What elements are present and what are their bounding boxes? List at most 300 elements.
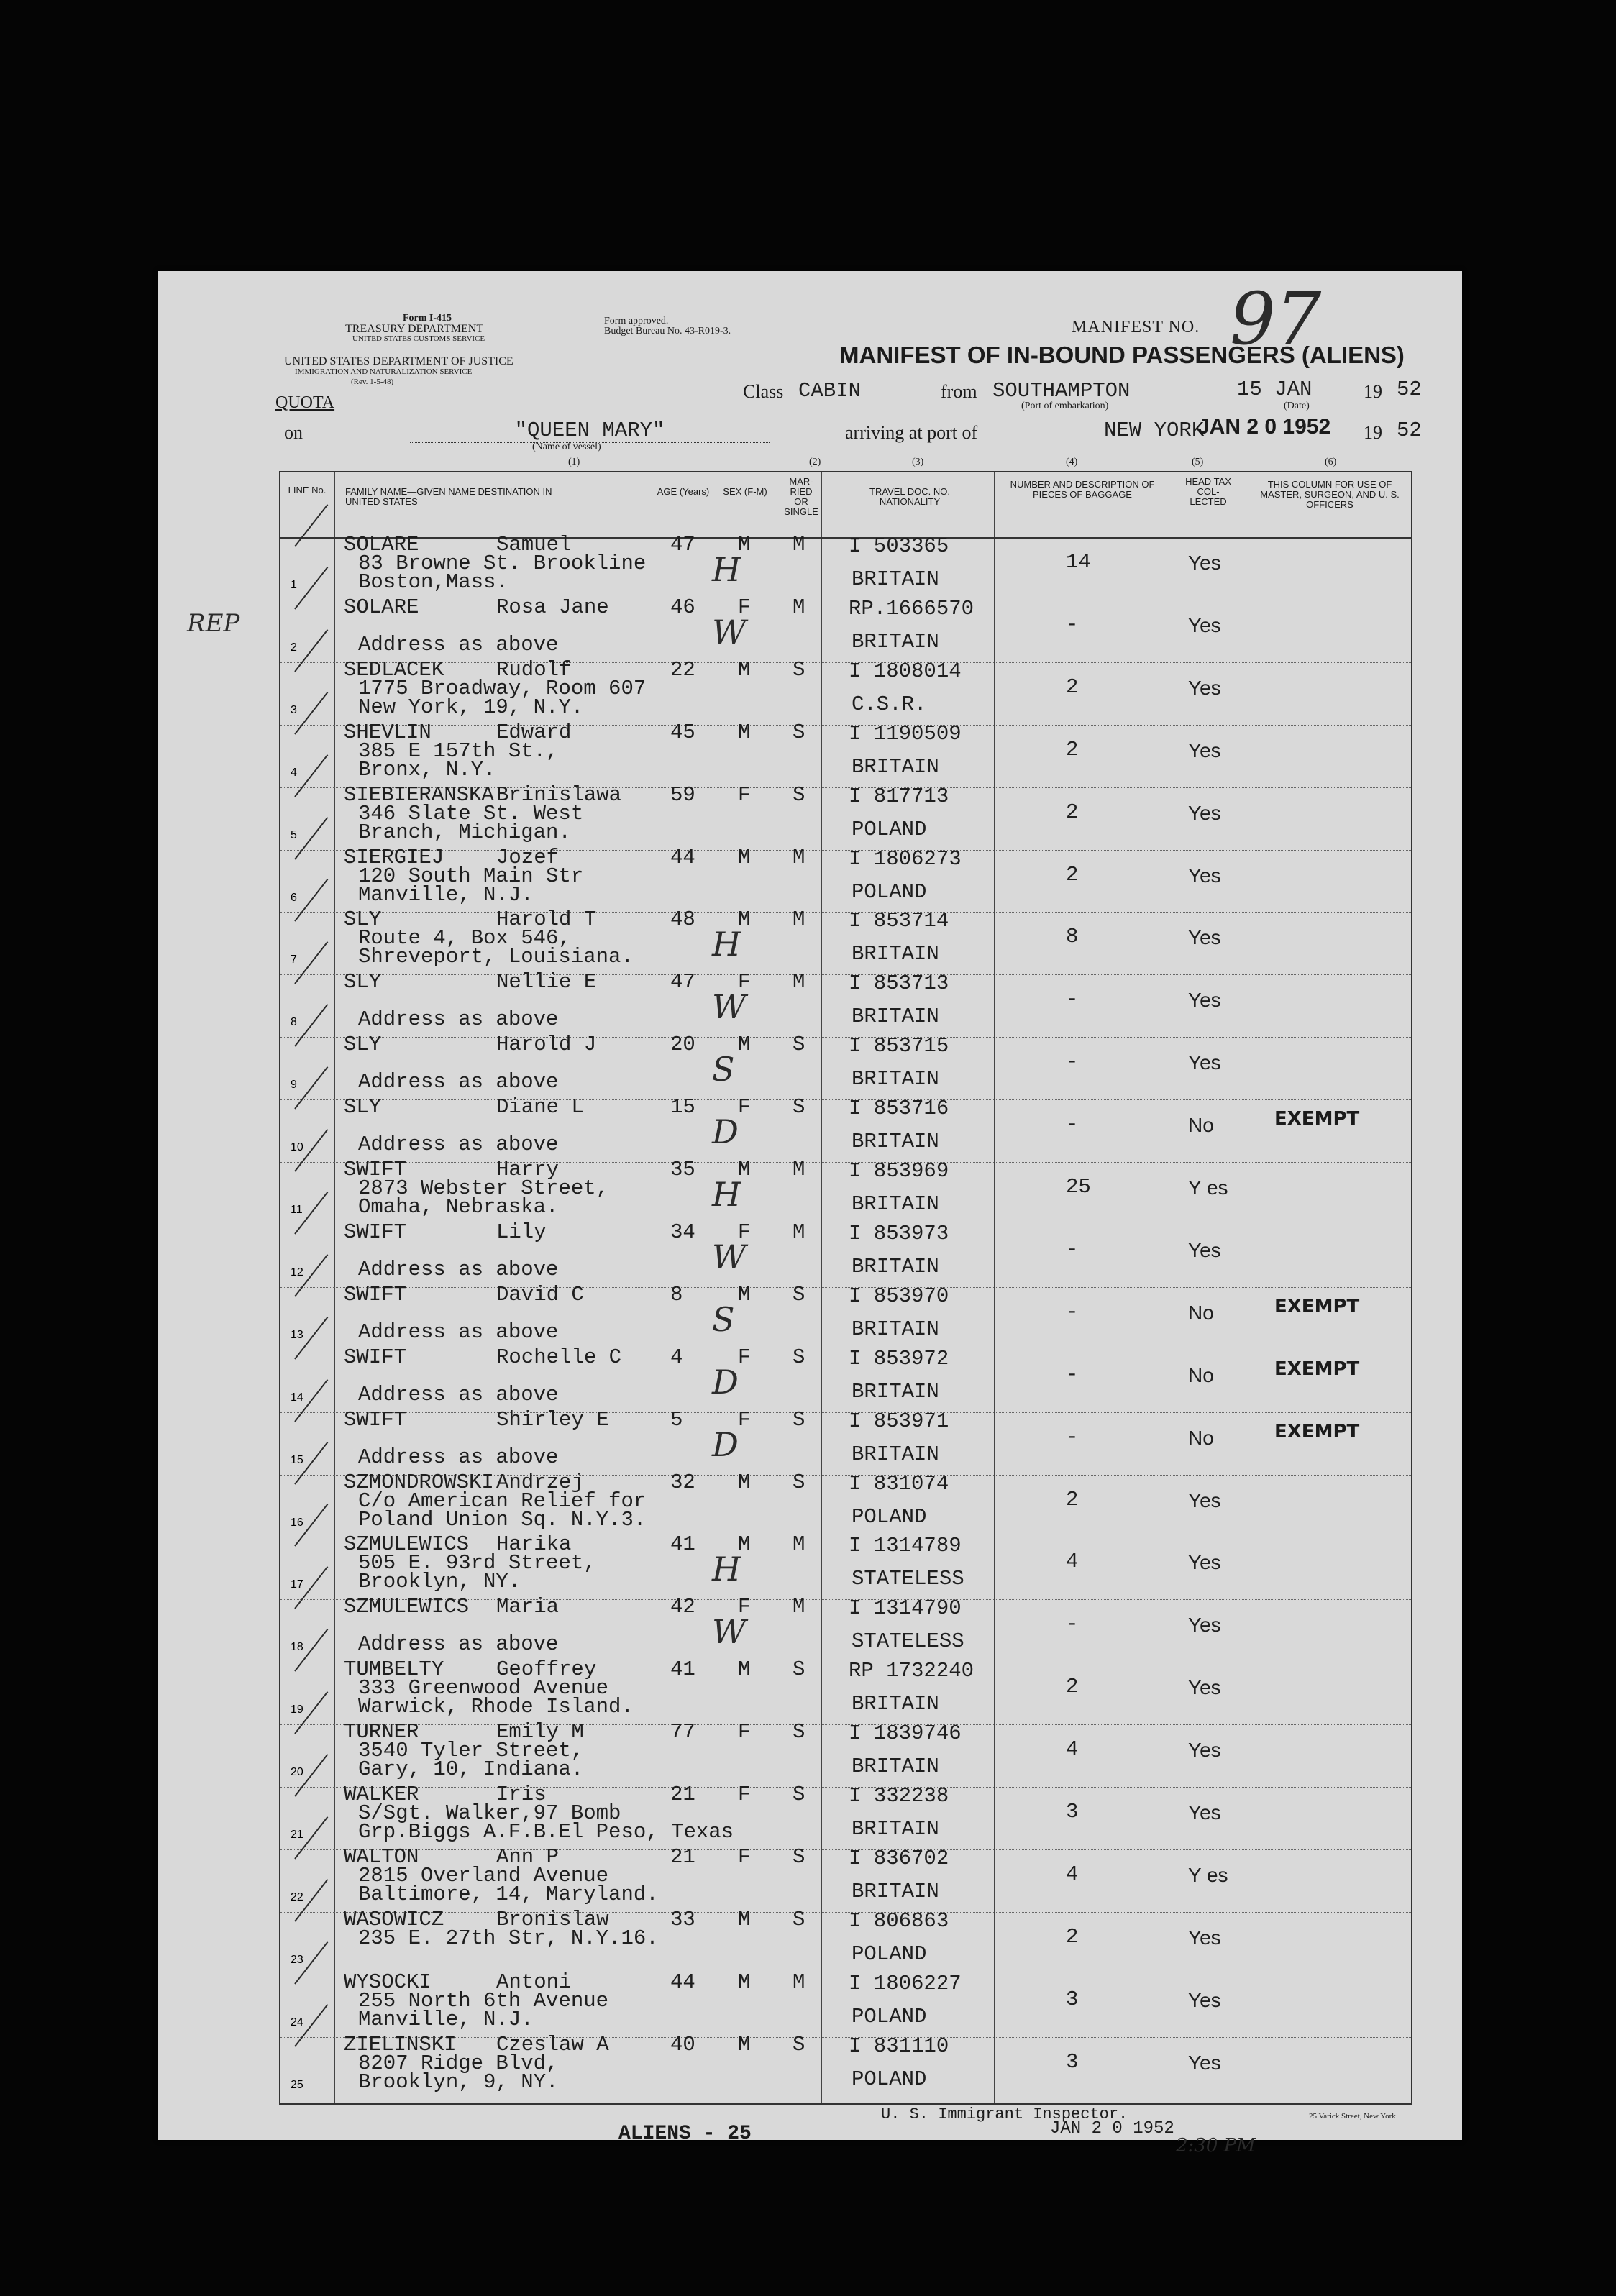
sex: F bbox=[738, 595, 751, 619]
checkmark-stroke bbox=[294, 504, 328, 547]
nationality: BRITAIN bbox=[852, 1254, 939, 1279]
family-name: SWIFT bbox=[344, 1282, 407, 1307]
table-row bbox=[280, 657, 1411, 724]
on-label: on bbox=[284, 422, 303, 443]
col-num-5: (5) bbox=[1192, 457, 1204, 467]
table-row bbox=[280, 1532, 1411, 1598]
officer-note: EXEMPT bbox=[1274, 1295, 1360, 1317]
marital-status: S bbox=[793, 1095, 805, 1120]
address-line-2: Warwick, Rhode Island. bbox=[358, 1695, 634, 1719]
given-name: Lily bbox=[496, 1220, 547, 1244]
address-line-2: Shreveport, Louisiana. bbox=[358, 945, 634, 969]
table-row bbox=[280, 1720, 1411, 1786]
family-name: SOLARE bbox=[344, 595, 419, 619]
baggage-count: 2 bbox=[1066, 737, 1079, 761]
sex: F bbox=[738, 782, 751, 807]
age: 21 bbox=[670, 1844, 695, 1869]
line-number: 20 bbox=[291, 1766, 303, 1779]
family-name: TURNER bbox=[344, 1720, 419, 1744]
baggage-count: 8 bbox=[1066, 925, 1079, 949]
age: 33 bbox=[670, 1907, 695, 1931]
sex: F bbox=[738, 1095, 751, 1120]
head-tax: Y es bbox=[1188, 1176, 1228, 1199]
head-tax: Y es bbox=[1188, 1863, 1228, 1886]
marital-status: S bbox=[793, 1470, 805, 1494]
given-name: Rudolf bbox=[496, 657, 572, 682]
baggage-count: - bbox=[1066, 1112, 1079, 1137]
table-row bbox=[280, 1095, 1411, 1161]
travel-doc-no: I 817713 bbox=[849, 784, 949, 808]
line-number: 1 bbox=[291, 579, 297, 591]
table-row bbox=[280, 1220, 1411, 1286]
travel-doc-no: I 1806273 bbox=[849, 846, 962, 871]
marital-status: M bbox=[793, 1532, 805, 1557]
address-line-2: Gary, 10, Indiana. bbox=[358, 1757, 584, 1782]
from-value: SOUTHAMPTON bbox=[992, 379, 1169, 403]
marital-status: S bbox=[793, 1657, 805, 1682]
age: 32 bbox=[670, 1470, 695, 1494]
family-relation-mark: D bbox=[712, 1362, 739, 1401]
aliens-summary: ALIENS - 25 bbox=[618, 2123, 752, 2145]
travel-doc-no: I 853970 bbox=[849, 1284, 949, 1308]
given-name: Harold J bbox=[496, 1033, 597, 1057]
address-line-2: Address as above bbox=[358, 1632, 559, 1657]
line-number: 19 bbox=[291, 1703, 303, 1716]
justice-dept: UNITED STATES DEPARTMENT OF JUSTICE bbox=[284, 355, 513, 367]
table-row bbox=[280, 1595, 1411, 1661]
head-tax: No bbox=[1188, 1114, 1214, 1137]
sex: M bbox=[738, 1033, 751, 1057]
address-line-2: Poland Union Sq. N.Y.3. bbox=[358, 1507, 647, 1532]
family-relation-mark: W bbox=[712, 987, 747, 1027]
sex: M bbox=[738, 657, 751, 682]
given-name: Rosa Jane bbox=[496, 595, 609, 619]
sex: F bbox=[738, 1720, 751, 1744]
address-line-2: Address as above bbox=[358, 1319, 559, 1344]
officer-note: EXEMPT bbox=[1274, 1420, 1360, 1442]
line-number: 16 bbox=[291, 1516, 303, 1529]
table-row bbox=[280, 845, 1411, 912]
given-name: Harry bbox=[496, 1158, 560, 1181]
family-name: WALKER bbox=[344, 1783, 419, 1806]
address-line-1: 235 E. 27th Str, N.Y.16. bbox=[358, 1926, 659, 1950]
age: 41 bbox=[670, 1657, 695, 1682]
marital-status: S bbox=[793, 720, 805, 744]
nationality: BRITAIN bbox=[852, 1130, 939, 1154]
family-name: TUMBELTY bbox=[344, 1657, 444, 1682]
age: 8 bbox=[670, 1282, 683, 1307]
address-line-2: Address as above bbox=[358, 1007, 559, 1032]
line-number: 18 bbox=[291, 1641, 303, 1654]
sex: M bbox=[738, 1532, 751, 1557]
table-row bbox=[280, 1282, 1411, 1349]
arrival-port: NEW YORK bbox=[1104, 419, 1205, 442]
family-name: SWIFT bbox=[344, 1158, 407, 1181]
travel-doc-no: I 503365 bbox=[849, 534, 949, 558]
family-name: SLY bbox=[344, 1095, 382, 1120]
nationality: BRITAIN bbox=[852, 1817, 939, 1841]
baggage-count: - bbox=[1066, 612, 1079, 636]
travel-doc-no: I 806863 bbox=[849, 1908, 949, 1933]
age: 40 bbox=[670, 2032, 695, 2057]
nationality: BRITAIN bbox=[852, 1442, 939, 1466]
marital-status: S bbox=[793, 1783, 805, 1806]
arrival-year: 52 bbox=[1397, 419, 1422, 442]
officer-note: EXEMPT bbox=[1274, 1108, 1360, 1130]
age: 21 bbox=[670, 1783, 695, 1806]
marital-status: M bbox=[793, 970, 805, 994]
marital-status: M bbox=[793, 533, 805, 557]
baggage-count: - bbox=[1066, 1237, 1079, 1261]
address-line-1: 2815 Overland Avenue bbox=[358, 1863, 609, 1888]
nationality: POLAND bbox=[852, 879, 927, 904]
sex: F bbox=[738, 1220, 751, 1244]
given-name: Ann P bbox=[496, 1844, 560, 1869]
given-name: Maria bbox=[496, 1595, 560, 1619]
ins-service: IMMIGRATION AND NATURALIZATION SERVICE bbox=[295, 367, 473, 376]
nationality: POLAND bbox=[852, 2004, 927, 2029]
line-number: 5 bbox=[291, 828, 297, 841]
travel-doc-no: RP 1732240 bbox=[849, 1659, 974, 1683]
manifest-no-label: MANIFEST NO. bbox=[1072, 318, 1200, 337]
manifest-title: MANIFEST OF IN-BOUND PASSENGERS (ALIENS) bbox=[839, 342, 1405, 368]
line-number: 2 bbox=[291, 641, 297, 654]
family-name: SEDLACEK bbox=[344, 657, 444, 682]
given-name: Emily M bbox=[496, 1720, 584, 1744]
arrival-date-stamp: JAN 2 0 1952 bbox=[1197, 415, 1331, 439]
col-num-6: (6) bbox=[1325, 457, 1337, 467]
nationality: BRITAIN bbox=[852, 1692, 939, 1716]
nationality: C.S.R. bbox=[852, 692, 927, 716]
given-name: Harold T bbox=[496, 907, 597, 932]
given-name: Harika bbox=[496, 1532, 572, 1557]
table-row bbox=[280, 782, 1411, 849]
given-name: Bronislaw bbox=[496, 1907, 609, 1931]
table-row bbox=[280, 1033, 1411, 1099]
table-row bbox=[280, 1907, 1411, 1974]
inspector-caption: U. S. Immigrant Inspector. bbox=[881, 2105, 1128, 2123]
baggage-count: - bbox=[1066, 1424, 1079, 1449]
address-line-2: Omaha, Nebraska. bbox=[358, 1195, 559, 1219]
travel-doc-no: I 853971 bbox=[849, 1409, 949, 1433]
travel-doc-no: I 831074 bbox=[849, 1471, 949, 1496]
baggage-count: 25 bbox=[1066, 1175, 1091, 1199]
given-name: Brinislawa bbox=[496, 782, 622, 807]
family-name: SHEVLIN bbox=[344, 720, 432, 744]
table-row bbox=[280, 1407, 1411, 1474]
given-name: Samuel bbox=[496, 533, 572, 557]
table-row bbox=[280, 533, 1411, 599]
sex: F bbox=[738, 1595, 751, 1619]
given-name: David C bbox=[496, 1282, 584, 1307]
table-row bbox=[280, 1844, 1411, 1911]
col-num-4: (4) bbox=[1066, 457, 1078, 467]
family-relation-mark: W bbox=[712, 1237, 747, 1276]
marital-status: M bbox=[793, 907, 805, 932]
port-embarkation-caption: (Port of embarkation) bbox=[1021, 401, 1109, 411]
head-tax: Yes bbox=[1188, 989, 1221, 1012]
age: 22 bbox=[670, 657, 695, 682]
head-tax: No bbox=[1188, 1301, 1214, 1324]
hdr-name: FAMILY NAME—GIVEN NAME DESTINATION IN UNITED STATES bbox=[345, 486, 552, 507]
marital-status: S bbox=[793, 1033, 805, 1057]
age: 48 bbox=[670, 907, 695, 932]
treasury-dept: TREASURY DEPARTMENT bbox=[345, 323, 484, 335]
manifest-no-value: 97 bbox=[1230, 277, 1322, 361]
age: 15 bbox=[670, 1095, 695, 1120]
table-row bbox=[280, 1970, 1411, 2036]
head-tax: No bbox=[1188, 1363, 1214, 1386]
line-number: 14 bbox=[291, 1391, 303, 1404]
hdr-travel: TRAVEL DOC. NO. NATIONALITY bbox=[869, 486, 950, 507]
family-relation-mark: S bbox=[712, 1050, 735, 1089]
family-name: SZMULEWICS bbox=[344, 1532, 470, 1557]
head-tax: Yes bbox=[1188, 1614, 1221, 1637]
marital-status: M bbox=[793, 1595, 805, 1619]
sex: M bbox=[738, 2032, 751, 2057]
baggage-count: 2 bbox=[1066, 674, 1079, 699]
passenger-table bbox=[279, 471, 1412, 2105]
age: 42 bbox=[670, 1595, 695, 1619]
head-tax: Yes bbox=[1188, 1551, 1221, 1574]
baggage-count: - bbox=[1066, 1612, 1079, 1637]
family-name: WASOWICZ bbox=[344, 1907, 444, 1931]
travel-doc-no: I 853715 bbox=[849, 1034, 949, 1058]
form-revision: (Rev. 1-5-48) bbox=[351, 378, 394, 386]
head-tax: Yes bbox=[1188, 1739, 1221, 1762]
address-line-2: Bronx, N.Y. bbox=[358, 757, 496, 782]
travel-doc-no: I 1808014 bbox=[849, 659, 962, 683]
family-name: SIERGIEJ bbox=[344, 845, 444, 869]
marital-status: M bbox=[793, 1158, 805, 1181]
sex: M bbox=[738, 1907, 751, 1931]
given-name: Iris bbox=[496, 1783, 547, 1806]
baggage-count: - bbox=[1066, 987, 1079, 1012]
col-num-1: (1) bbox=[568, 457, 580, 467]
given-name: Edward bbox=[496, 720, 572, 744]
marital-status: S bbox=[793, 1907, 805, 1931]
table-row bbox=[280, 1345, 1411, 1412]
travel-doc-no: I 1314790 bbox=[849, 1596, 962, 1621]
nationality: BRITAIN bbox=[852, 629, 939, 654]
family-name: SWIFT bbox=[344, 1407, 407, 1432]
line-number: 23 bbox=[291, 1953, 303, 1966]
travel-doc-no: I 1806227 bbox=[849, 1971, 962, 1995]
marital-status: S bbox=[793, 1844, 805, 1869]
year-value: 52 bbox=[1397, 378, 1422, 401]
nationality: STATELESS bbox=[852, 1567, 964, 1591]
address-line-2: Grp.Biggs A.F.B.El Peso, Texas bbox=[358, 1820, 734, 1844]
address-line-2: Branch, Michigan. bbox=[358, 820, 571, 844]
address-line-2: Address as above bbox=[358, 1445, 559, 1469]
given-name: Diane L bbox=[496, 1095, 584, 1120]
line-number: 7 bbox=[291, 953, 297, 966]
inspection-time: 2:30 PM bbox=[1176, 2135, 1256, 2156]
head-tax: Yes bbox=[1188, 1926, 1221, 1949]
travel-doc-no: I 853972 bbox=[849, 1346, 949, 1371]
address-line-1: Route 4, Box 546, bbox=[358, 926, 571, 951]
nationality: BRITAIN bbox=[852, 942, 939, 966]
family-name: SWIFT bbox=[344, 1220, 407, 1244]
address-line-1: 2873 Webster Street, bbox=[358, 1176, 609, 1200]
marital-status: S bbox=[793, 657, 805, 682]
head-tax: No bbox=[1188, 1426, 1214, 1449]
line-number: 6 bbox=[291, 891, 297, 904]
family-relation-mark: H bbox=[712, 550, 741, 589]
marital-status: M bbox=[793, 1220, 805, 1244]
marital-status: S bbox=[793, 1720, 805, 1744]
sex: M bbox=[738, 845, 751, 869]
address-line-1: 346 Slate St. West bbox=[358, 801, 584, 825]
family-name: WYSOCKI bbox=[344, 1970, 432, 1994]
line-number: 9 bbox=[291, 1079, 297, 1092]
nationality: POLAND bbox=[852, 817, 927, 841]
sex: M bbox=[738, 1158, 751, 1181]
arriving-label: arriving at port of bbox=[845, 422, 978, 443]
address-line-2: Manville, N.J. bbox=[358, 2007, 534, 2031]
baggage-count: - bbox=[1066, 1299, 1079, 1324]
sex: M bbox=[738, 720, 751, 744]
baggage-count: 4 bbox=[1066, 1862, 1079, 1886]
passenger-rows bbox=[280, 533, 1411, 2103]
given-name: Czeslaw A bbox=[496, 2032, 609, 2057]
travel-doc-no: I 853714 bbox=[849, 909, 949, 933]
family-relation-mark: H bbox=[712, 1175, 741, 1214]
family-name: SIEBIERANSKA bbox=[344, 782, 494, 807]
baggage-count: 2 bbox=[1066, 800, 1079, 824]
departure-date: 15 JAN bbox=[1237, 378, 1313, 401]
given-name: Nellie E bbox=[496, 970, 597, 994]
inspection-date-stamp: JAN 2 0 1952 bbox=[1050, 2119, 1174, 2139]
sex: M bbox=[738, 1970, 751, 1994]
sex: M bbox=[738, 907, 751, 932]
nationality: BRITAIN bbox=[852, 1879, 939, 1903]
nationality: BRITAIN bbox=[852, 754, 939, 779]
given-name: Rochelle C bbox=[496, 1345, 622, 1369]
sex: M bbox=[738, 1657, 751, 1682]
age: 45 bbox=[670, 720, 695, 744]
line-number: 11 bbox=[291, 1204, 303, 1216]
address-line-2: Brooklyn, 9, NY. bbox=[358, 2069, 559, 2094]
year-prefix: 19 bbox=[1364, 381, 1382, 402]
family-name: SLY bbox=[344, 970, 382, 994]
address-line-2: Address as above bbox=[358, 1257, 559, 1281]
family-relation-mark: H bbox=[712, 925, 741, 964]
marital-status: M bbox=[793, 845, 805, 869]
manifest-sheet bbox=[158, 271, 1462, 2156]
marital-status: M bbox=[793, 1970, 805, 1994]
nationality: BRITAIN bbox=[852, 1005, 939, 1029]
hdr-baggage: NUMBER AND DESCRIPTION OF PIECES OF BAGGAGE bbox=[1010, 479, 1155, 500]
address-line-1: 333 Greenwood Avenue bbox=[358, 1676, 609, 1701]
head-tax: Yes bbox=[1188, 613, 1221, 636]
baggage-count: 2 bbox=[1066, 1675, 1079, 1699]
table-row bbox=[280, 970, 1411, 1036]
family-relation-mark: S bbox=[712, 1299, 735, 1339]
nationality: POLAND bbox=[852, 1941, 927, 1966]
sex: M bbox=[738, 533, 751, 557]
travel-doc-no: I 1190509 bbox=[849, 721, 962, 746]
given-name: Geoffrey bbox=[496, 1657, 597, 1682]
nationality: POLAND bbox=[852, 2067, 927, 2091]
head-tax: Yes bbox=[1188, 1238, 1221, 1261]
table-row bbox=[280, 1783, 1411, 1849]
line-number: 25 bbox=[291, 2078, 303, 2091]
family-name: SZMULEWICS bbox=[344, 1595, 470, 1619]
baggage-count: 2 bbox=[1066, 862, 1079, 887]
age: 77 bbox=[670, 1720, 695, 1744]
travel-doc-no: I 836702 bbox=[849, 1846, 949, 1870]
address-line-2: Baltimore, 14, Maryland. bbox=[358, 1882, 659, 1906]
address-line-1: S/Sgt. Walker,97 Bomb bbox=[358, 1801, 621, 1825]
sex: F bbox=[738, 1783, 751, 1806]
baggage-count: 2 bbox=[1066, 1487, 1079, 1511]
from-label: from bbox=[941, 381, 977, 402]
age: 47 bbox=[670, 970, 695, 994]
family-name: SLY bbox=[344, 907, 382, 932]
travel-doc-no: I 853713 bbox=[849, 971, 949, 996]
age: 5 bbox=[670, 1407, 683, 1432]
form-approved: Form approved. bbox=[604, 316, 669, 326]
address-line-2: Manville, N.J. bbox=[358, 882, 534, 907]
class-value: CABIN bbox=[798, 379, 942, 403]
baggage-count: 3 bbox=[1066, 1800, 1079, 1824]
baggage-count: 4 bbox=[1066, 1550, 1079, 1574]
line-number: 3 bbox=[291, 703, 297, 716]
age: 59 bbox=[670, 782, 695, 807]
baggage-count: - bbox=[1066, 1050, 1079, 1074]
address-line-2: Address as above bbox=[358, 1382, 559, 1407]
baggage-count: - bbox=[1066, 1362, 1079, 1386]
sex: F bbox=[738, 1345, 751, 1369]
vessel-name: "QUEEN MARY" bbox=[410, 419, 770, 443]
table-row bbox=[280, 1470, 1411, 1537]
address-line-1: 385 E 157th St., bbox=[358, 738, 559, 763]
head-tax: Yes bbox=[1188, 738, 1221, 761]
baggage-count: 14 bbox=[1066, 550, 1091, 574]
address-line-1: 83 Browne St. Brookline bbox=[358, 552, 647, 575]
sex: M bbox=[738, 1470, 751, 1494]
family-name: SOLARE bbox=[344, 533, 419, 557]
age: 41 bbox=[670, 1532, 695, 1557]
table-row bbox=[280, 720, 1411, 787]
travel-doc-no: I 853969 bbox=[849, 1159, 949, 1183]
line-number: 4 bbox=[291, 766, 297, 779]
head-tax: Yes bbox=[1188, 1676, 1221, 1699]
sex: F bbox=[738, 1844, 751, 1869]
family-relation-mark: H bbox=[712, 1550, 741, 1589]
address-line-2: New York, 19, N.Y. bbox=[358, 695, 584, 719]
address-line-2: Address as above bbox=[358, 632, 559, 657]
arrival-year-prefix: 19 bbox=[1364, 422, 1382, 443]
sex: F bbox=[738, 970, 751, 994]
head-tax: Yes bbox=[1188, 1051, 1221, 1074]
age: 47 bbox=[670, 533, 695, 557]
line-number: 12 bbox=[291, 1266, 303, 1279]
age: 20 bbox=[670, 1033, 695, 1057]
line-number: 22 bbox=[291, 1890, 303, 1903]
travel-doc-no: I 831110 bbox=[849, 2034, 949, 2058]
head-tax: Yes bbox=[1188, 1988, 1221, 2011]
travel-doc-no: I 853973 bbox=[849, 1221, 949, 1245]
given-name: Andrzej bbox=[496, 1470, 584, 1494]
baggage-count: 3 bbox=[1066, 2049, 1079, 2074]
nationality: BRITAIN bbox=[852, 1379, 939, 1404]
head-tax: Yes bbox=[1188, 676, 1221, 699]
family-relation-mark: W bbox=[712, 1612, 747, 1652]
head-tax: Yes bbox=[1188, 552, 1221, 574]
marital-status: S bbox=[793, 1282, 805, 1307]
